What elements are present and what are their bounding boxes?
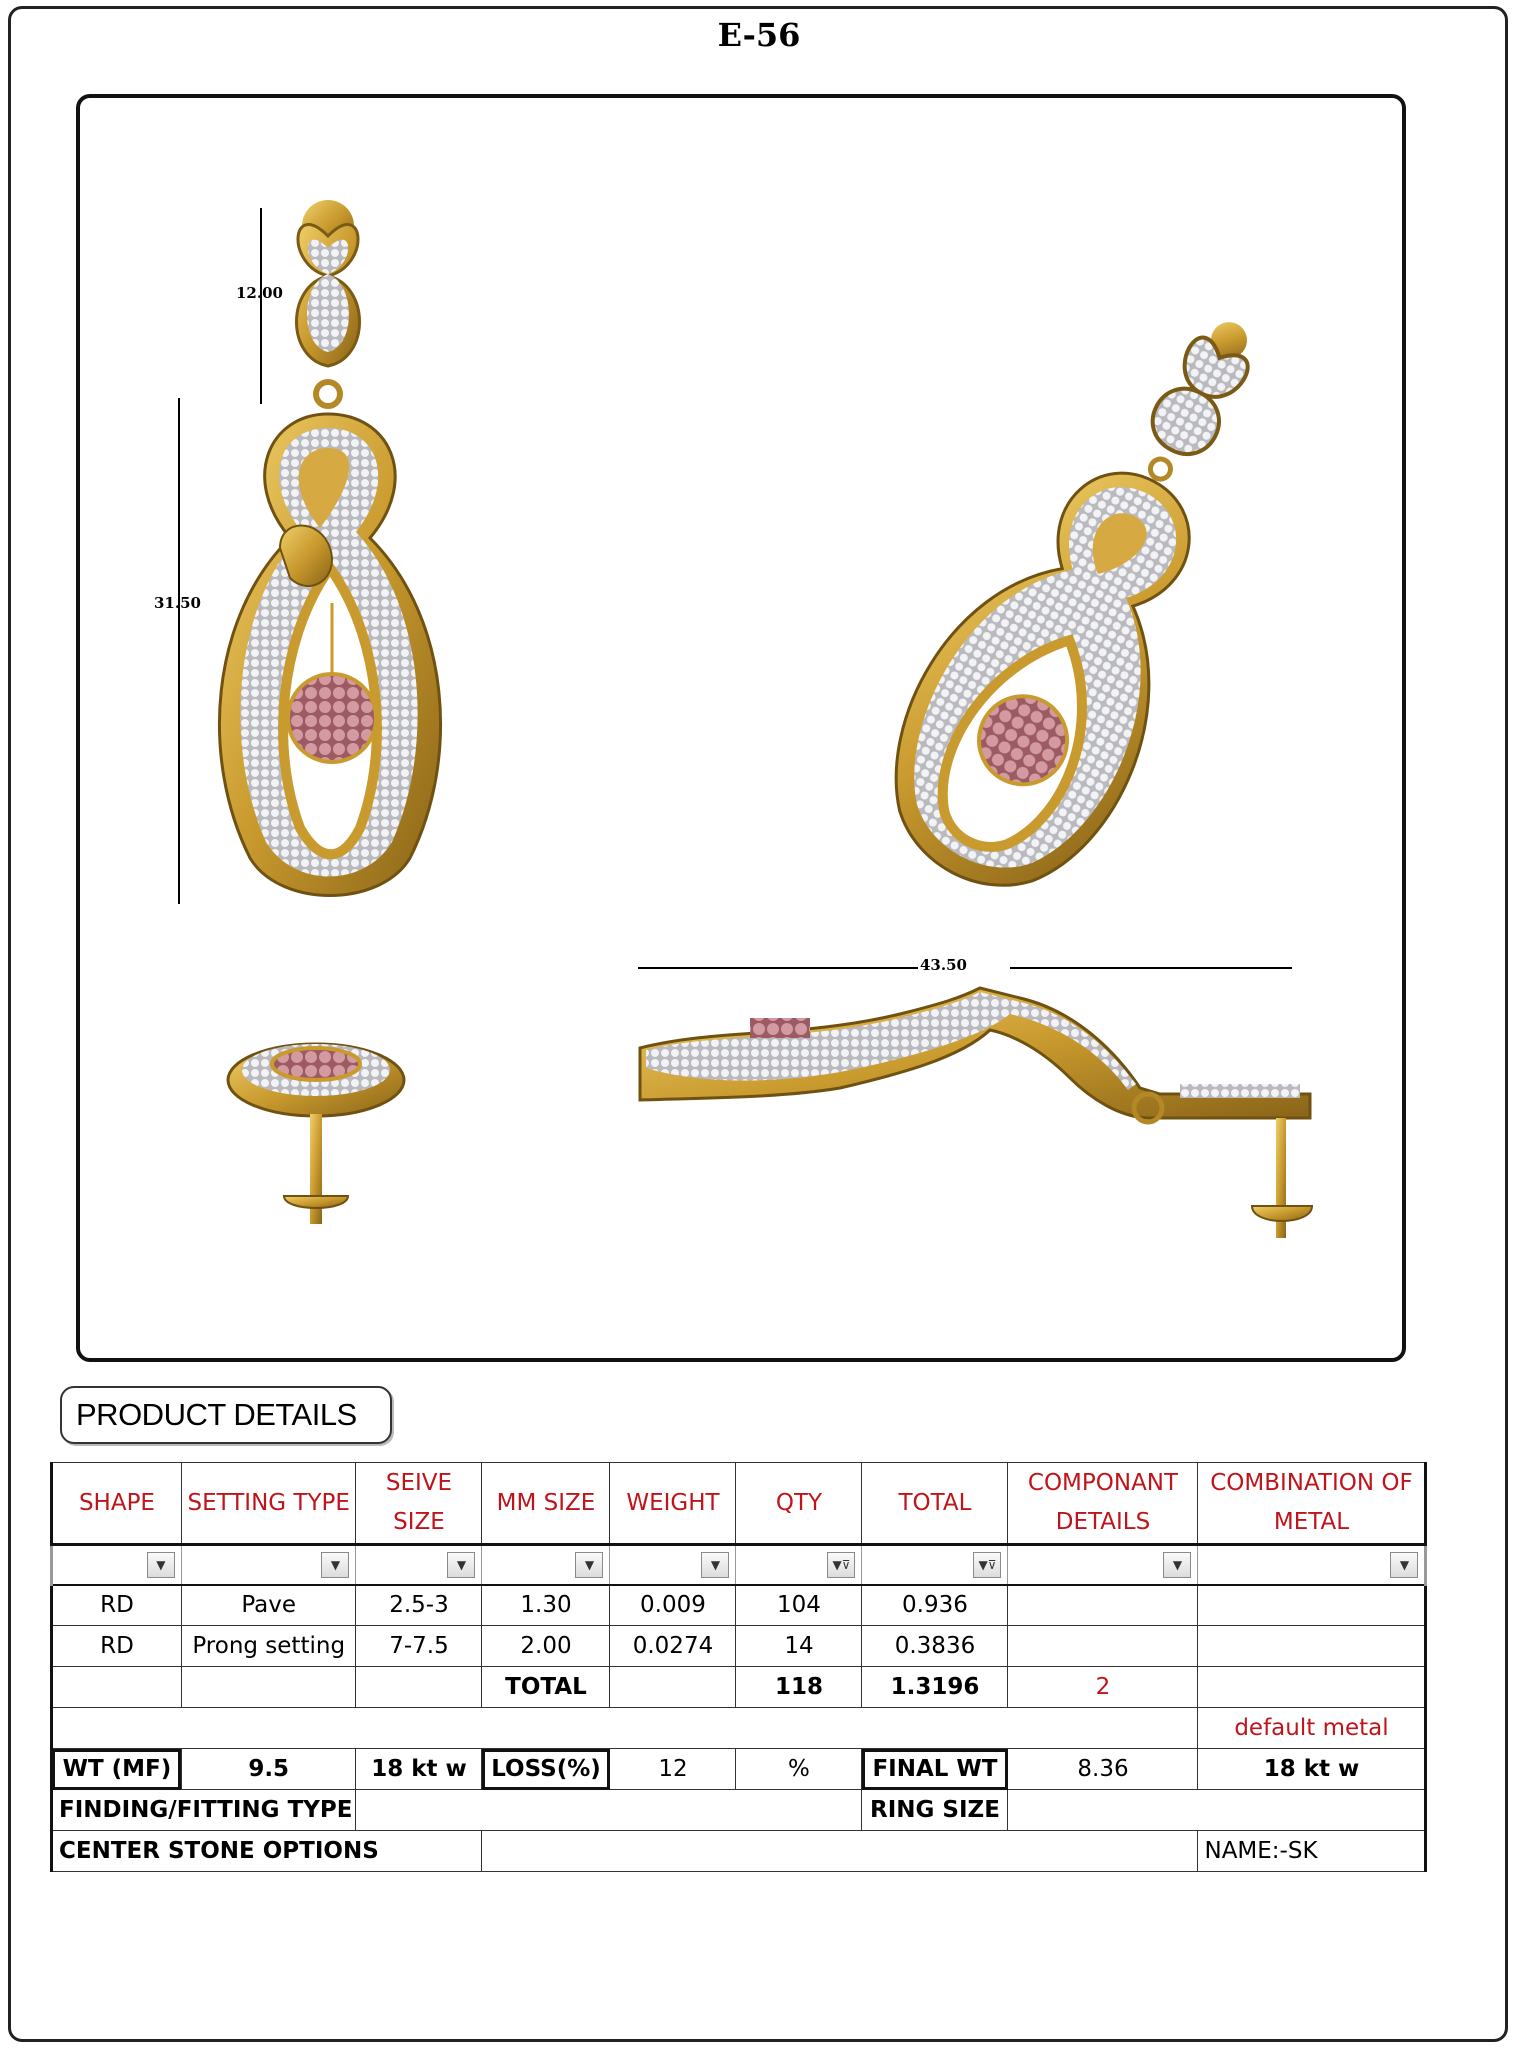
dimension-top-height: 12.00 — [236, 284, 283, 302]
center-stone-value — [482, 1831, 1198, 1872]
filter-dropdown-setting-icon[interactable]: ▼ — [321, 1552, 349, 1578]
design-code: E-56 — [717, 16, 801, 54]
cell-metal — [1198, 1626, 1426, 1667]
header-total: TOTAL — [862, 1463, 1008, 1545]
ring-size-label: RING SIZE — [862, 1790, 1008, 1831]
wt-mf-label: WT (MF) — [52, 1749, 182, 1790]
cell-shape: RD — [52, 1585, 182, 1626]
earring-angled-view — [849, 272, 1342, 925]
finding-row — [52, 1790, 1426, 1831]
cell-metal — [1198, 1585, 1426, 1626]
wt-mf-value: 9.5 — [181, 1749, 356, 1790]
filter-dropdown-metal-icon[interactable]: ▼ — [1390, 1552, 1418, 1578]
table-row — [52, 1585, 1426, 1626]
header-mm-size: MM SIZE — [482, 1463, 610, 1545]
loss-value: 12 — [610, 1749, 736, 1790]
totals-qty: 118 — [736, 1667, 862, 1708]
totals-componant: 2 — [1008, 1667, 1198, 1708]
default-metal-row — [52, 1708, 1426, 1749]
filter-row — [52, 1545, 1426, 1585]
cell-total: 0.936 — [862, 1585, 1008, 1626]
dimension-width: 43.50 — [920, 956, 967, 974]
weights-row — [52, 1749, 1426, 1790]
product-details-table — [50, 1462, 1427, 1872]
final-wt-label: FINAL WT — [862, 1749, 1008, 1790]
render-frame — [76, 94, 1406, 1362]
cell-setting: Prong setting — [181, 1626, 356, 1667]
header-qty: QTY — [736, 1463, 862, 1545]
cell-mm: 2.00 — [482, 1626, 610, 1667]
finding-value — [356, 1790, 862, 1831]
totals-total: 1.3196 — [862, 1667, 1008, 1708]
earring-side-view — [228, 1044, 404, 1224]
filter-dropdown-shape-icon[interactable]: ▼ — [147, 1552, 175, 1578]
filter-dropdown-seive-icon[interactable]: ▼ — [447, 1552, 475, 1578]
center-stone-label: CENTER STONE OPTIONS — [52, 1831, 482, 1872]
dimension-body-height: 31.50 — [154, 594, 201, 612]
cell-mm: 1.30 — [482, 1585, 610, 1626]
filter-dropdown-mm-icon[interactable]: ▼ — [575, 1552, 603, 1578]
finding-label: FINDING/FITTING TYPE — [52, 1790, 356, 1831]
cell-shape: RD — [52, 1626, 182, 1667]
filter-active-total-icon[interactable]: ▼⊽ — [973, 1552, 1001, 1578]
loss-percent: % — [736, 1749, 862, 1790]
totals-label: TOTAL — [482, 1667, 610, 1708]
center-stone-row — [52, 1831, 1426, 1872]
cell-qty: 14 — [736, 1626, 862, 1667]
table-header-row — [52, 1463, 1426, 1545]
cell-seive: 7-7.5 — [356, 1626, 482, 1667]
default-metal: default metal — [1198, 1708, 1426, 1749]
loss-label: LOSS(%) — [482, 1749, 610, 1790]
header-componant-details: COMPONANT DETAILS — [1008, 1463, 1198, 1545]
header-combination-of-metal: COMBINATION OF METAL — [1198, 1463, 1426, 1545]
header-seive-size: SEIVE SIZE — [356, 1463, 482, 1545]
cell-qty: 104 — [736, 1585, 862, 1626]
cell-componant — [1008, 1626, 1198, 1667]
cell-setting: Pave — [181, 1585, 356, 1626]
table-row — [52, 1626, 1426, 1667]
cell-weight: 0.009 — [610, 1585, 736, 1626]
header-shape: SHAPE — [52, 1463, 182, 1545]
final-wt-value: 8.36 — [1008, 1749, 1198, 1790]
product-details-title: PRODUCT DETAILS — [60, 1386, 392, 1444]
metal-value: 18 kt w — [356, 1749, 482, 1790]
designer-name: NAME:-SK — [1198, 1831, 1426, 1872]
filter-active-qty-icon[interactable]: ▼⊽ — [827, 1552, 855, 1578]
filter-dropdown-weight-icon[interactable]: ▼ — [701, 1552, 729, 1578]
final-metal: 18 kt w — [1198, 1749, 1426, 1790]
cell-seive: 2.5-3 — [356, 1585, 482, 1626]
totals-row — [52, 1667, 1426, 1708]
header-weight: WEIGHT — [610, 1463, 736, 1545]
earring-profile-view — [640, 988, 1312, 1238]
cell-componant — [1008, 1585, 1198, 1626]
earring-front-view — [219, 200, 440, 896]
header-setting-type: SETTING TYPE — [181, 1463, 356, 1545]
cell-total: 0.3836 — [862, 1626, 1008, 1667]
filter-dropdown-componant-icon[interactable]: ▼ — [1163, 1552, 1191, 1578]
ring-size-value — [1008, 1790, 1426, 1831]
cell-weight: 0.0274 — [610, 1626, 736, 1667]
